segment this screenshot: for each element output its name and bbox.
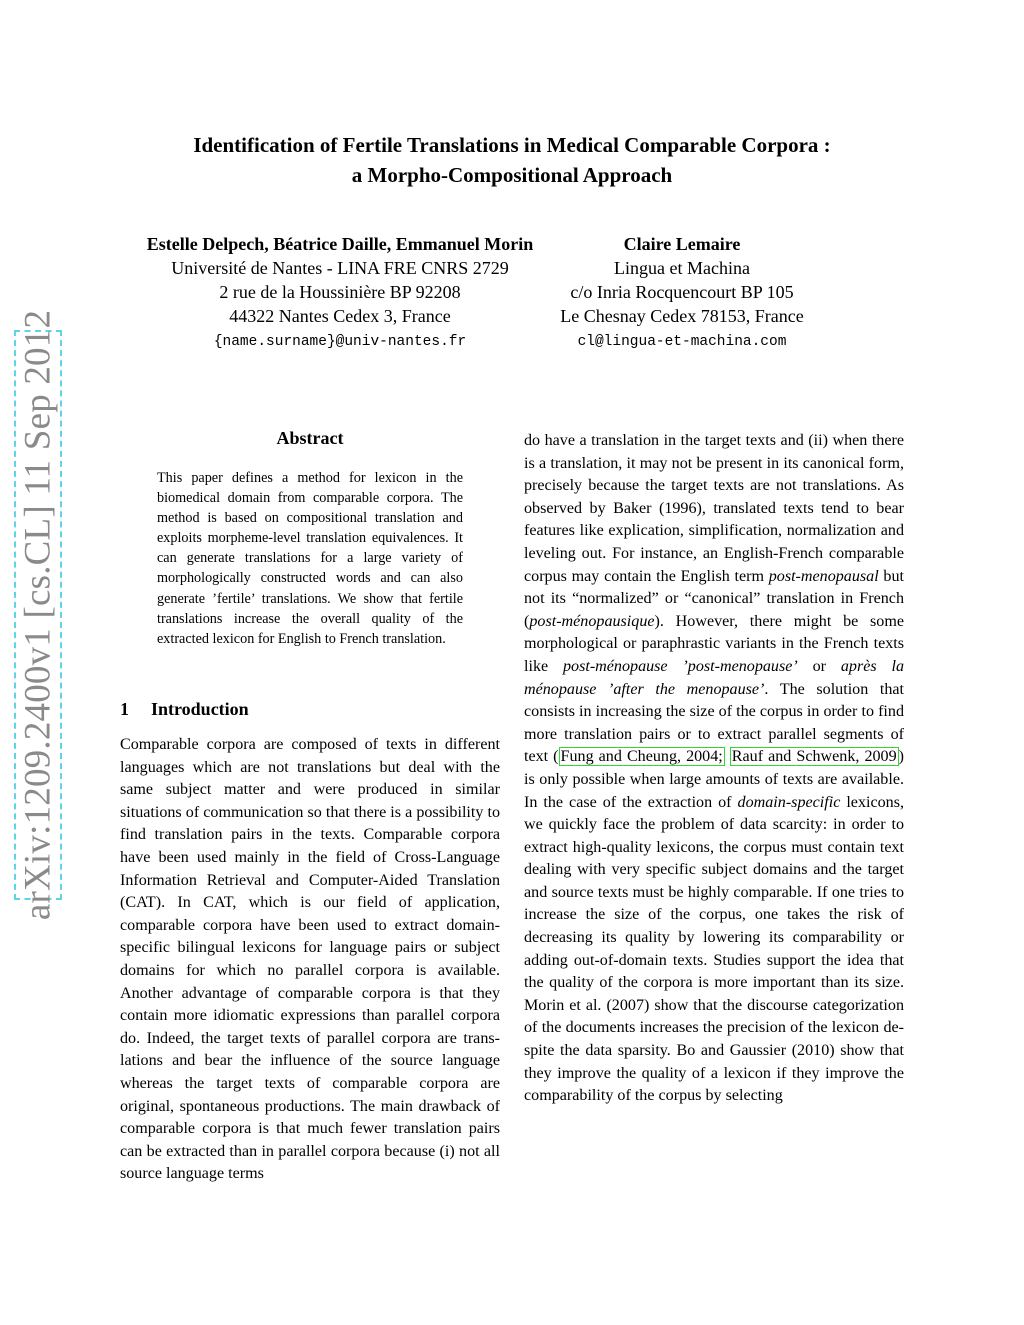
affiliation-right-2: c/o Inria Rocquencourt BP 105 <box>570 282 794 302</box>
author-names-left: Estelle Delpech, Béatrice Daille, Emmanuel Morin <box>146 234 534 254</box>
affiliation-left-1: Université de Nantes - LINA FRE CNRS 2729 <box>171 258 509 278</box>
paper-title-line2: a Morpho-Compositional Approach <box>351 163 673 187</box>
abstract-body: This paper defines a method for lexicon in the biomedical domain from comparable corpora. The method is based on compositional translation and exploits morpheme-level translation equivalences. It can generate translations for a large variety of morphologically constructed words and can also generate ’fertile’ translations. We show that fertile translations increase the overall quality of the extracted lexicon for English to French translation. <box>157 470 463 647</box>
abstract-heading: Abstract <box>276 428 344 448</box>
right-text-4: or <box>797 657 841 675</box>
citation-link-fung-cheung[interactable]: Fung and Cheung, 2004; <box>560 748 723 766</box>
email-right: cl@lingua-et-machina.com <box>577 334 787 350</box>
author-block-left <box>110 232 570 354</box>
affiliation-left-2: 2 rue de la Houssinière BP 92208 <box>219 282 461 302</box>
right-text-7: lexicons, we quickly face the problem of data scarcity: in order to extract high-quality lexicons, the corpus must contain text dealing with very specific subject domains and the target and source texts must be highly comparable. If one tries to increase the size of the corpus, one takes the risk of decreasing its quality by lowering its comparability or adding out-of-domain texts. Studies support the idea that the quality of the corpora is more important than its size. Morin et al. (2007) show that the discourse categorization of the documents increases the precision of the lexicon despite the data sparsity. Bo and Gaussier (2010) show that they improve the quality of a lexicon if they improve the comparability of the corpus by selecting <box>524 793 904 1105</box>
section-title: Introduction <box>151 699 249 719</box>
citation-link-rauf-schwenk[interactable]: Rauf and Schwenk, 2009 <box>731 748 897 766</box>
term-post-menopause: post-ménopause ’post-menopause’ <box>562 657 798 675</box>
arxiv-stamp <box>14 309 62 921</box>
email-left: {name.surname}@univ-nantes.fr <box>213 334 467 350</box>
affiliation-left-3: 44322 Nantes Cedex 3, France <box>229 306 451 326</box>
right-text-6: ) is only possible when large amounts of texts are available. In the case of the extraction of <box>524 748 904 811</box>
right-text-5: . The solution that consists in increasing the size of the corpus in order to find more translation pairs or to extract parallel segments of text ( <box>524 680 904 766</box>
right-text-3: ). However, there might be some morphological or paraphrastic variants in the French texts like <box>524 612 904 675</box>
paper-title-line1: Identification of Fertile Translations in Medical Comparable Corpora : <box>193 133 831 157</box>
section-number: 1 <box>120 699 129 719</box>
term-domain-specific: domain-specific <box>737 793 841 811</box>
term-apres-la-menopause: après la ménopause ’after the menopause’ <box>524 657 904 698</box>
intro-left-column: Comparable corpora are composed of texts in different languages which are not translations but deal with the same subject matter and were produced in similar situations of communication so that there is a possibility to find translation pairs in the texts. Comparable corpora have been used mainly in the field of Cross-Language Information Retrieval and Computer-Aided Translation (CAT). In CAT, which is our field of application, comparable corpora have been used to extract domain-specific bilingual lexicons for language pairs or subject domains for which no parallel corpora is available. Another advantage of comparable corpora is that they contain more idiomatic expressions than parallel corpora do. Indeed, the target texts of parallel corpora are translations and bear the influence of the source language whereas the target texts of comparable corpora are original, spontaneous productions. The main drawback of comparable corpora is that much fewer translation pairs can be extracted than in parallel corpora because (i) not all source language terms <box>120 736 500 1183</box>
affiliation-right-3: Le Chesnay Cedex 78153, France <box>560 306 804 326</box>
affiliation-right-1: Lingua et Machina <box>614 258 750 278</box>
term-post-menopausique: post-ménopausique <box>529 612 655 630</box>
author-names-right: Claire Lemaire <box>623 234 741 254</box>
intro-right-column <box>524 430 904 1108</box>
section-heading-introduction <box>120 699 249 720</box>
author-block-right <box>532 232 832 354</box>
term-post-menopausal: post-menopausal <box>768 567 879 585</box>
right-text-1: do have a translation in the target texts and (ii) when there is a translation, it may not be present in its canonical form, precisely because the target texts are not translations. As observed by Baker (1996), translated texts tend to bear features like explication, simplification, normalization and leveling out. For instance, an English-French comparable corpus may contain the English term <box>524 432 904 585</box>
arxiv-identifier: arXiv:1209.2400v1 [cs.CL] 11 Sep 2012 <box>17 309 59 921</box>
right-text-2: but not its “normalized” or “canonical” translation in French ( <box>524 567 904 630</box>
